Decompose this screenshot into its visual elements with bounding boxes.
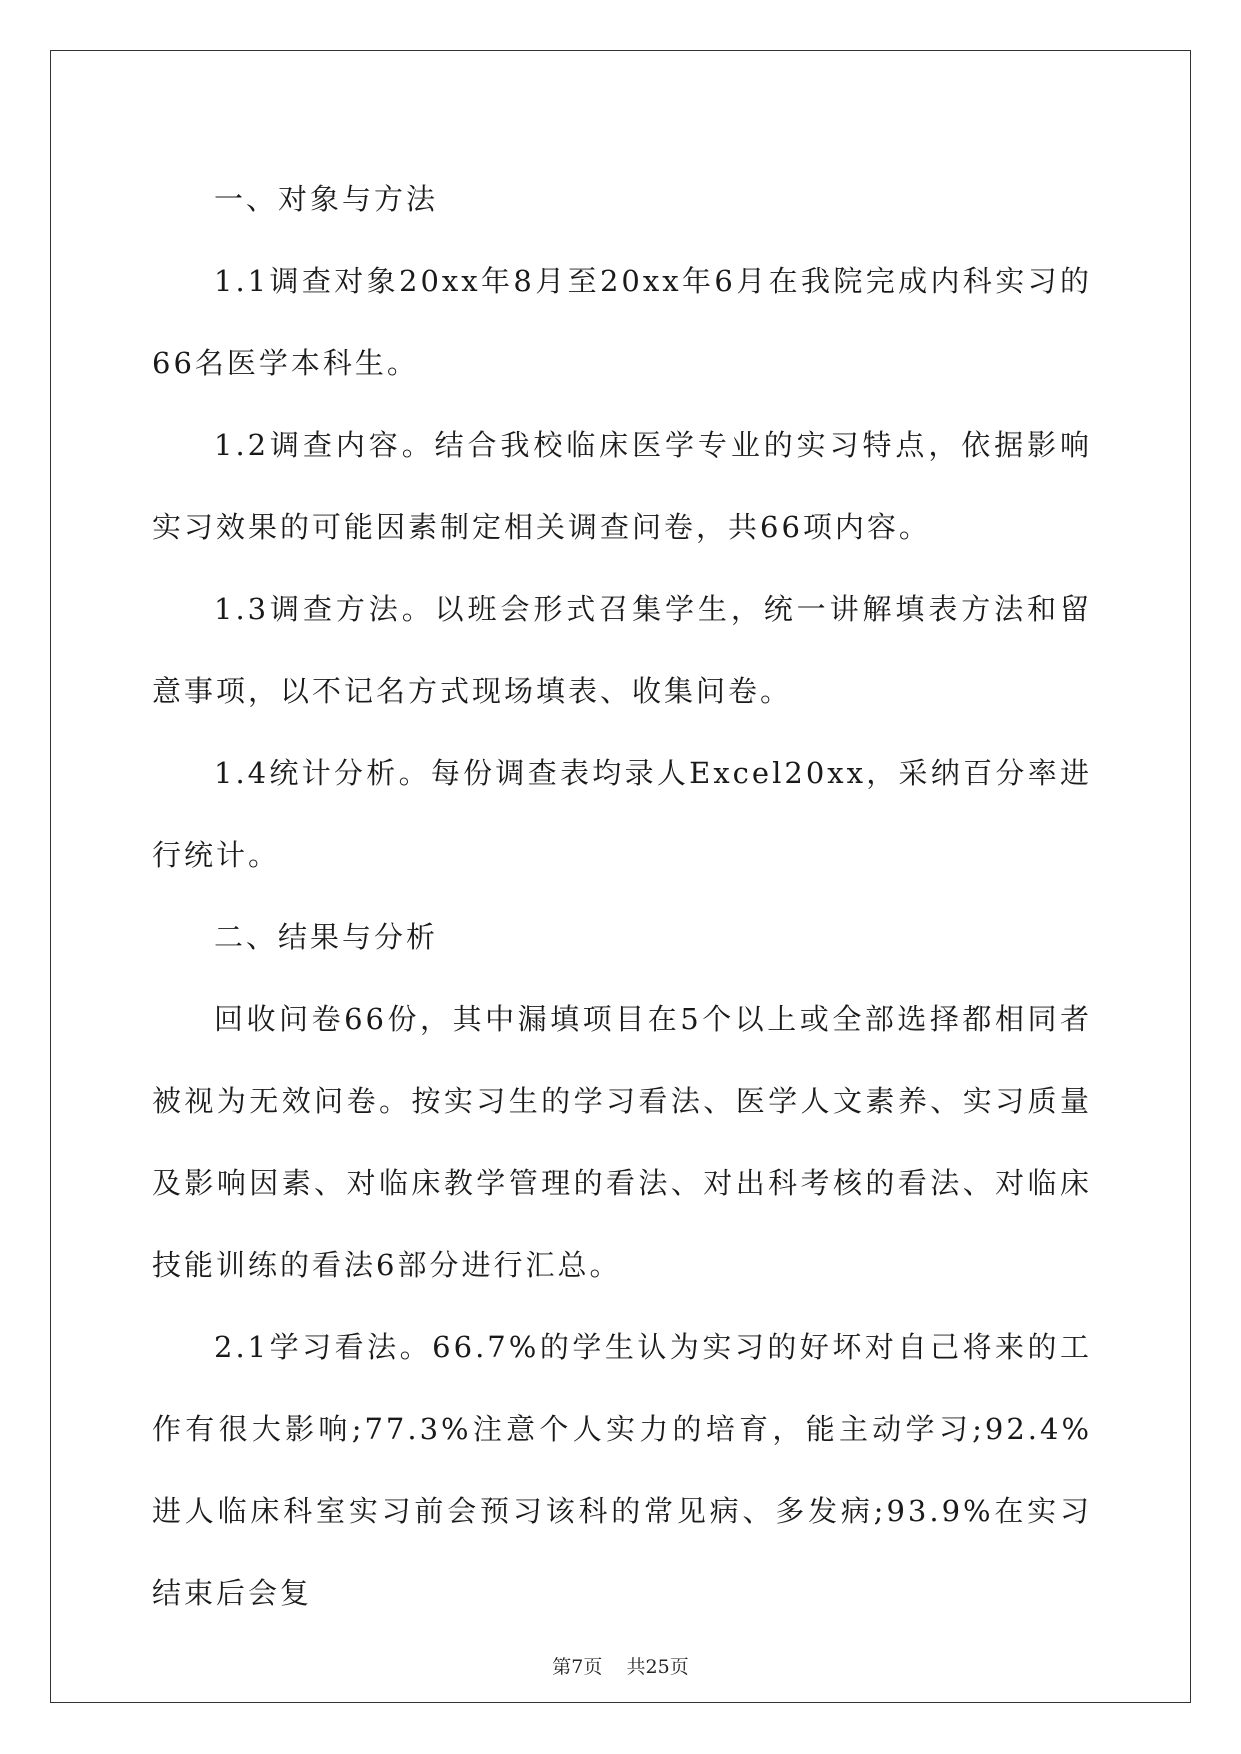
page-footer bbox=[0, 1652, 1241, 1679]
paragraph-1-4: 1.4统计分析。每份调查表均录人Excel20xx，采纳百分率进行统计。 bbox=[152, 756, 1092, 872]
paragraph-1-1: 1.1调查对象20xx年8月至20xx年6月在我院完成内科实习的66名医学本科生。 bbox=[152, 264, 1092, 380]
paragraph-1-3: 1.3调查方法。以班会形式召集学生，统一讲解填表方法和留意事项，以不记名方式现场填表、收集问卷。 bbox=[152, 592, 1092, 708]
page-number: 第7页 共25页 bbox=[552, 1656, 689, 1678]
section-heading-2: 二、结果与分析 bbox=[214, 920, 439, 954]
paragraph-1-2: 1.2调查内容。结合我校临床医学专业的实习特点，依据影响实习效果的可能因素制定相关调查问卷，共66项内容。 bbox=[152, 428, 1092, 544]
paragraph-results: 回收问卷66份，其中漏填项目在5个以上或全部选择都相同者被视为无效问卷。按实习生的学习看法、医学人文素养、实习质量及影响因素、对临床教学管理的看法、对出科考核的看法、对临床技能训练的看法6部分进行汇总。 bbox=[152, 1002, 1092, 1282]
document-body bbox=[152, 158, 1092, 1634]
paragraph-2-1: 2.1学习看法。66.7%的学生认为实习的好坏对自己将来的工作有很大影响;77.3%注意个人实力的培育，能主动学习;92.4%进人临床科室实习前会预习该科的常见病、多发病;93.9%在实习结束后会复 bbox=[152, 1330, 1092, 1610]
section-heading-1: 一、对象与方法 bbox=[214, 182, 439, 216]
